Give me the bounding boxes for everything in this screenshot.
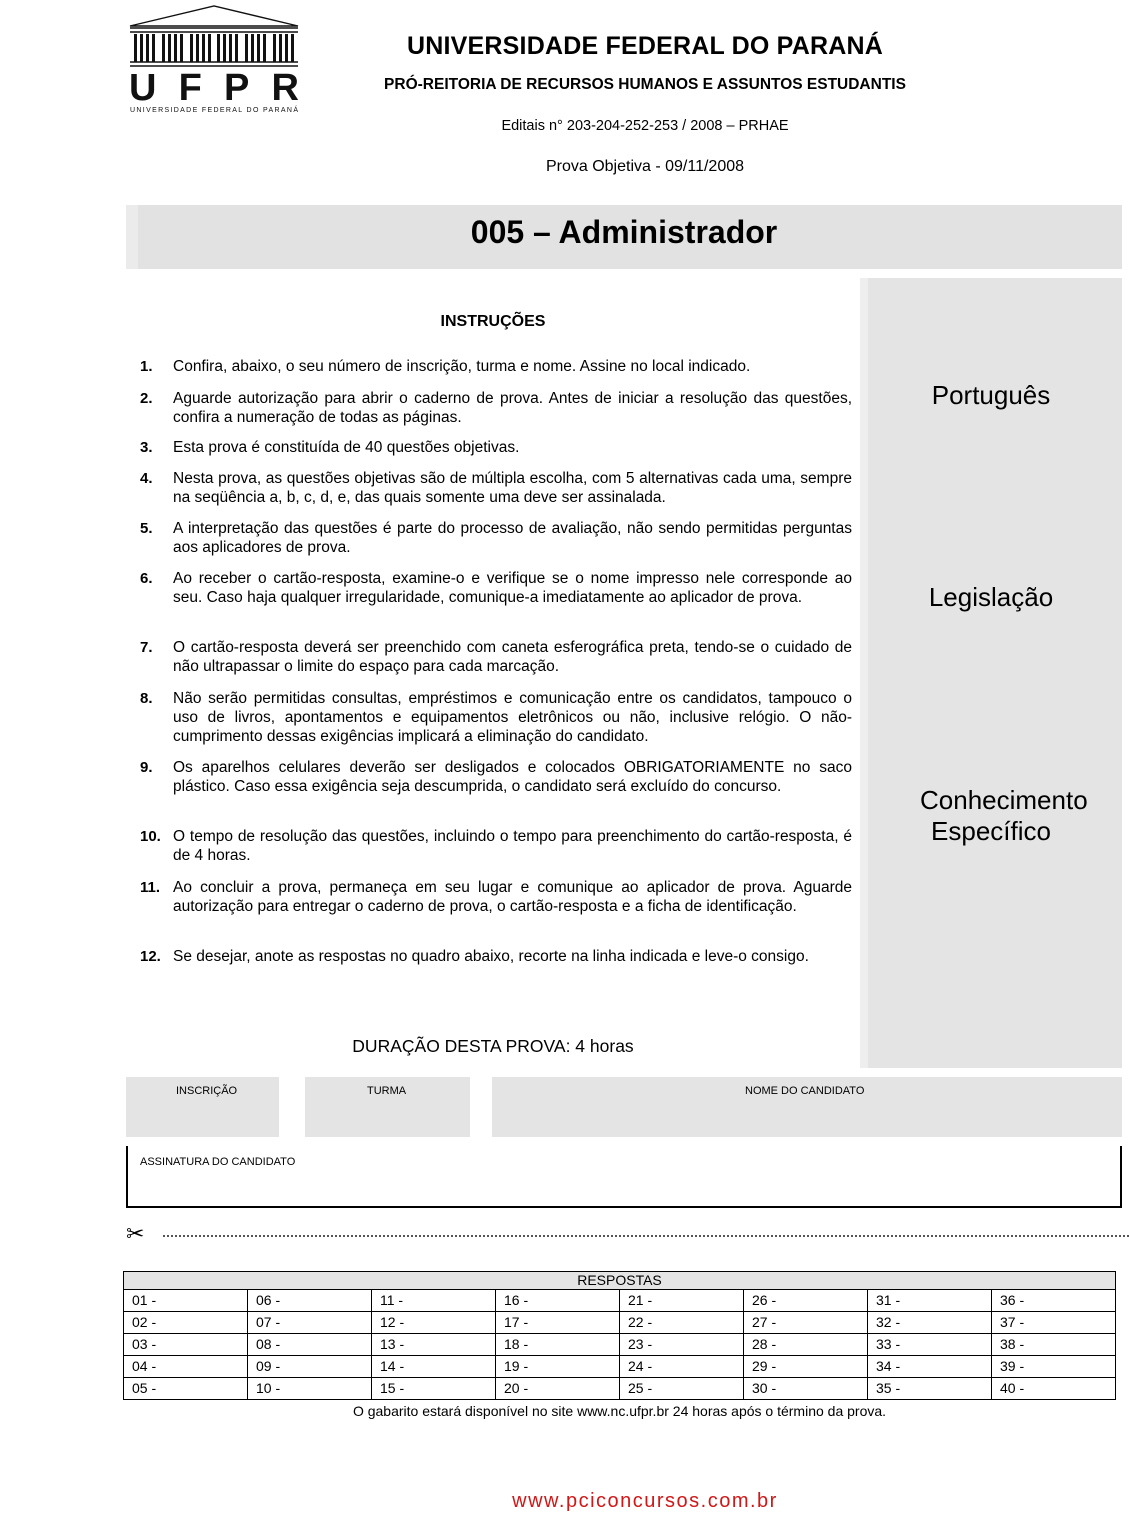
table-row [124,1334,1116,1356]
turma-label: TURMA [367,1085,407,1097]
answer-cell[interactable]: 35 - [868,1378,992,1400]
instruction-item: 4. Nesta prova, as questões objetivas são de múltipla escolha, com 5 alternativas cada uma, sempre na seqüência a, b, c, d, e, das quais somente uma deve ser assinalada. [140,470,852,506]
exam-title: 005 – Administrador [470,214,778,250]
answer-cell[interactable]: 27 - [744,1312,868,1334]
answer-cell[interactable]: 05 - [124,1378,248,1400]
answer-cell[interactable]: 04 - [124,1356,248,1378]
answer-cell[interactable]: 06 - [248,1290,372,1312]
answer-cell[interactable]: 21 - [620,1290,744,1312]
exam-date: Prova Objetiva - 09/11/2008 [545,158,745,175]
answer-cell[interactable]: 16 - [496,1290,620,1312]
instructions-heading: INSTRUÇÕES [440,313,546,330]
ufpr-logo [126,4,302,116]
table-row [124,1290,1116,1312]
answer-cell[interactable]: 09 - [248,1356,372,1378]
answer-cell[interactable]: 13 - [372,1334,496,1356]
answer-cell[interactable]: 32 - [868,1312,992,1334]
instruction-item: 10. O tempo de resolução das questões, incluindo o tempo para preenchimento do cartão-resposta, é de 4 horas. [140,828,852,864]
subject-conhecimento: Conhecimento Específico [920,785,1088,846]
answer-cell[interactable]: 12 - [372,1312,496,1334]
instruction-item: 1. Confira, abaixo, o seu número de inscrição, turma e nome. Assine no local indicado. [140,358,751,375]
assinatura-field[interactable] [126,1146,1122,1208]
answer-key-note: O gabarito estará disponível no site www.nc.ufpr.br 24 horas após o término da prova. [352,1403,887,1419]
inscricao-field[interactable] [126,1077,279,1137]
answer-cell[interactable]: 02 - [124,1312,248,1334]
answer-cell[interactable]: 18 - [496,1334,620,1356]
footer-site-link[interactable]: www.pciconcursos.com.br [512,1490,778,1512]
answer-cell[interactable]: 34 - [868,1356,992,1378]
instruction-item: 5. A interpretação das questões é parte do processo de avaliação, não sendo permitidas perguntas aos aplicadores de prova. [140,520,852,556]
answer-cell[interactable]: 08 - [248,1334,372,1356]
answer-cell[interactable]: 25 - [620,1378,744,1400]
university-name: UNIVERSIDADE FEDERAL DO PARANÁ [407,32,883,60]
nome-field[interactable] [492,1077,1122,1137]
answer-cell[interactable]: 17 - [496,1312,620,1334]
answer-cell[interactable]: 19 - [496,1356,620,1378]
answer-cell[interactable]: 38 - [992,1334,1116,1356]
answer-cell[interactable]: 26 - [744,1290,868,1312]
instruction-item: 12. Se desejar, anote as respostas no quadro abaixo, recorte na linha indicada e leve-o consigo. [140,948,809,965]
answer-cell[interactable]: 23 - [620,1334,744,1356]
turma-field[interactable] [305,1077,470,1137]
answer-cell[interactable]: 40 - [992,1378,1116,1400]
answer-cell[interactable]: 37 - [992,1312,1116,1334]
instruction-item: 6. Ao receber o cartão-resposta, examine-o e verifique se o nome impresso nele corresponde ao seu. Caso haja qualquer irregularidade, comunique-a imediatamente ao aplicador de prova. [140,570,852,606]
answer-cell[interactable]: 20 - [496,1378,620,1400]
answer-cell[interactable]: 15 - [372,1378,496,1400]
logo-subtext: UNIVERSIDADE FEDERAL DO PARANÁ [130,107,298,114]
answer-cell[interactable]: 01 - [124,1290,248,1312]
scissors-icon: ✂ [126,1222,145,1247]
answer-cell[interactable]: 14 - [372,1356,496,1378]
instruction-item: 7. O cartão-resposta deverá ser preenchido com caneta esferográfica preta, tendo-se o cuidado de não ultrapassar o limite do espaço para cada marcação. [140,639,852,675]
cut-line [163,1235,1129,1237]
answer-cell[interactable]: 24 - [620,1356,744,1378]
answer-cell[interactable]: 10 - [248,1378,372,1400]
instruction-item: 8. Não serão permitidas consultas, empréstimos e comunicação entre os candidatos, tampouco o uso de livros, apontamentos e equipamentos eletrônicos ou não, inclusive relógio. O não-cumprimento dessas exigências implicará a eliminação do candidato. [140,690,852,745]
inscricao-label: INSCRIÇÃO [176,1085,238,1097]
nome-label: NOME DO CANDIDATO [745,1085,865,1097]
answer-cell[interactable]: 29 - [744,1356,868,1378]
instruction-item: 2. Aguarde autorização para abrir o caderno de prova. Antes de iniciar a resolução das questões, confira a numeração de todas as páginas. [140,390,852,426]
answer-cell[interactable]: 31 - [868,1290,992,1312]
answers-table [123,1271,1116,1400]
table-row [124,1356,1116,1378]
answer-cell[interactable]: 11 - [372,1290,496,1312]
answer-cell[interactable]: 39 - [992,1356,1116,1378]
instruction-item: 11. Ao concluir a prova, permaneça em seu lugar e comunique ao aplicador de prova. Aguarde autorização para entregar o caderno de prova, o cartão-resposta e a ficha de identificação. [140,879,852,915]
logo-text: UFPR [129,67,299,109]
subject-legislacao: Legislação [928,582,1054,612]
prorectory-name: PRÓ-REITORIA DE RECURSOS HUMANOS E ASSUNTOS ESTUDANTIS [384,76,906,93]
answer-cell[interactable]: 07 - [248,1312,372,1334]
subject-portugues: Português [931,380,1051,410]
answer-cell[interactable]: 30 - [744,1378,868,1400]
answer-cell[interactable]: 22 - [620,1312,744,1334]
answer-cell[interactable]: 36 - [992,1290,1116,1312]
table-row [124,1378,1116,1400]
answer-cell[interactable]: 03 - [124,1334,248,1356]
answer-cell[interactable]: 28 - [744,1334,868,1356]
instruction-item: 9. Os aparelhos celulares deverão ser desligados e colocados OBRIGATORIAMENTE no saco plástico. Caso essa exigência seja descumprida, o candidato será excluído do concurso. [140,759,852,795]
table-row [124,1312,1116,1334]
answer-cell[interactable]: 33 - [868,1334,992,1356]
assinatura-label: ASSINATURA DO CANDIDATO [140,1156,296,1168]
exam-duration: DURAÇÃO DESTA PROVA: 4 horas [352,1036,634,1056]
edital-number: Editais n° 203-204-252-253 / 2008 – PRHAE [501,118,789,134]
answers-heading: RESPOSTAS [124,1272,1116,1290]
instruction-item: 3. Esta prova é constituída de 40 questões objetivas. [140,439,520,456]
